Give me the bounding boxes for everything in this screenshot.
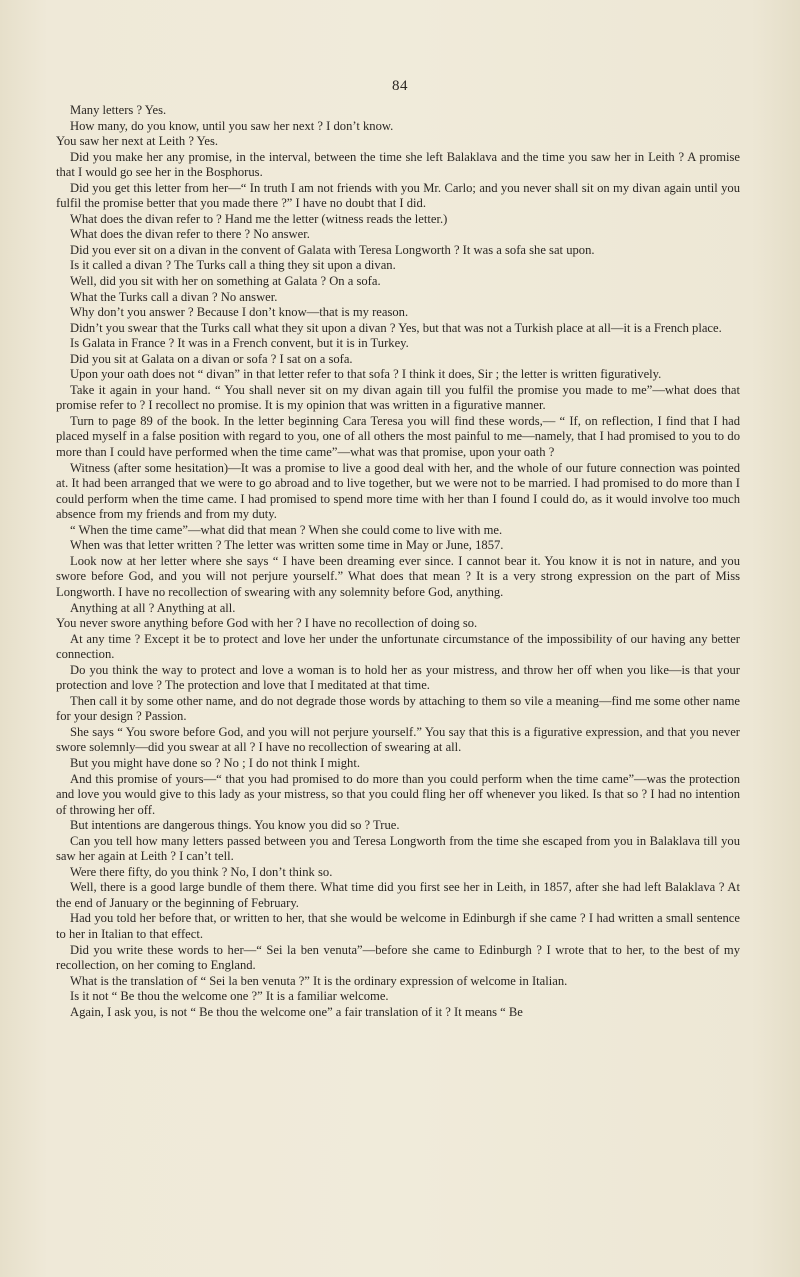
paragraph: Why don’t you answer ? Because I don’t know—that is my reason.: [70, 305, 409, 320]
paragraph: Then call it by some other name, and do not degrade those words by attaching to them so vile a meaning—find me some other name for your design ? Passion.: [56, 693, 740, 724]
paragraph: Witness (after some hesitation)—It was a promise to live a good deal with her, and the whole of our future connection was pointed at. It had been arranged that we were to go abroad and to live together, but we were not to be married. I had promised to do more than I could perform when the time came. I had promised to spend more time with her than I found I could do, as it would involve too much absence from my friends and from my duty.: [56, 460, 740, 522]
paragraph: Had you told her before that, or written to her, that she would be welcome in Edinburgh if she came ? I had written a small sentence to her in Italian to that effect.: [56, 911, 740, 941]
paragraph: Anything at all ? Anything at all.: [70, 600, 236, 615]
paragraph: You saw her next at Leith ? Yes.: [56, 134, 219, 149]
paragraph: How many, do you know, until you saw her next ? I don’t know.: [70, 118, 394, 133]
paragraph: Again, I ask you, is not “ Be thou the welcome one” a fair translation of it ? It means “ Be: [70, 1004, 523, 1019]
paragraph: Were there fifty, do you think ? No, I don’t think so.: [70, 864, 333, 879]
paragraph: But intentions are dangerous things. You know you did so ? True.: [70, 818, 400, 833]
paragraph: Is it called a divan ? The Turks call a thing they sit upon a divan.: [70, 258, 396, 273]
paragraph: Did you sit at Galata on a divan or sofa ? I sat on a sofa.: [70, 351, 353, 366]
paragraph: What does the divan refer to ? Hand me the letter (witness reads the letter.): [70, 211, 448, 226]
paragraph: Did you get this letter from her—“ In truth I am not friends with you Mr. Carlo; and you never shall sit on my divan again until you fulfil the promise better that you made there ?” I have no doubt that I did.: [56, 180, 740, 211]
paragraph: What does the divan refer to there ? No answer.: [70, 227, 310, 242]
testimony-text: [56, 103, 740, 1020]
paragraph: But you might have done so ? No ; I do not think I might.: [70, 755, 360, 770]
paragraph: Well, did you sit with her on something at Galata ? On a sofa.: [70, 274, 381, 289]
paragraph: Take it again in your hand. “ You shall never sit on my divan again till you fulfil the promise you made to me”—what does that promise refer to ? I recollect no promise. It is my opinion that was written in a figurative manner.: [56, 382, 740, 413]
page-number: 84: [392, 78, 408, 94]
paragraph: At any time ? Except it be to protect and love her under the unfortunate circumstance of the impossibility of our having any better connection.: [56, 631, 740, 662]
paragraph: Is it not “ Be thou the welcome one ?” It is a familiar welcome.: [70, 989, 389, 1004]
paragraph: Turn to page 89 of the book. In the letter beginning Cara Teresa you will find these words,— “ If, on reflection, I find that I had placed myself in a false position with regard to you, one of all others the most painful to me—namely, that I had promised to you to do more than I could have performed when the time came”—what was that promise, upon your oath ?: [56, 413, 740, 460]
paragraph: What is the translation of “ Sei la ben venuta ?” It is the ordinary expression of welcome in Italian.: [70, 973, 568, 988]
paragraph: Didn’t you swear that the Turks call what they sit upon a divan ? Yes, but that was not a Turkish place at all—it is a French place.: [70, 320, 722, 335]
paragraph: Did you make her any promise, in the interval, between the time she left Balaklava and the time you saw her in Leith ? A promise that I would go see her in the Bosphorus.: [56, 149, 740, 180]
paragraph: “ When the time came”—what did that mean ? When she could come to live with me.: [70, 522, 503, 537]
paragraph: Look now at her letter where she says “ I have been dreaming ever since. I cannot bear it. You know it is not in nature, and you swore before God, and you will not perjure yourself.” What does that mean ? It is a very strong expression on the part of Miss Longworth. I have no recollection of swearing with any solemnity before God, anything.: [56, 553, 740, 599]
paragraph: Did you write these words to her—“ Sei la ben venuta”—before she came to Edinburgh ? I wrote that to her, to the best of my recollection, on her coming to England.: [56, 942, 740, 973]
paragraph: Well, there is a good large bundle of them there. What time did you first see her in Leith, in 1857, after she had left Balaklava ? At the end of January or the beginning of February.: [56, 880, 740, 910]
paragraph: You never swore anything before God with her ? I have no recollection of doing so.: [56, 616, 478, 631]
paragraph: Many letters ? Yes.: [70, 103, 167, 117]
paragraph: And this promise of yours—“ that you had promised to do more than you could perform when the time came”—was the protection and love you would give to this lady as your mistress, so that you could fling her off whenever you liked. Is that so ? I had no intention of throwing her off.: [56, 771, 740, 817]
paragraph: Is Galata in France ? It was in a French convent, but it is in Turkey.: [70, 336, 409, 351]
paragraph: Do you think the way to protect and love a woman is to hold her as your mistress, and throw her off when you like—is that your protection and love ? The protection and love that I meditated at that time.: [56, 662, 740, 693]
paragraph: Did you ever sit on a divan in the convent of Galata with Teresa Longworth ? It was a sofa she sat upon.: [70, 242, 595, 257]
paragraph: What the Turks call a divan ? No answer.: [70, 289, 278, 304]
paragraph: When was that letter written ? The letter was written some time in May or June, 1857.: [70, 538, 504, 553]
paragraph: Upon your oath does not “ divan” in that letter refer to that sofa ? I think it does, Sir ; the letter is written figuratively.: [70, 367, 662, 382]
paragraph: She says “ You swore before God, and you will not perjure yourself.” You say that this is a figurative expression, and that you never swore solemnly—did you swear at all ? I have no recollection of swearing at all.: [56, 724, 740, 755]
paragraph: Can you tell how many letters passed between you and Teresa Longworth from the time she escaped from you in Balaklava till you saw her again at Leith ? I can’t tell.: [56, 833, 740, 864]
